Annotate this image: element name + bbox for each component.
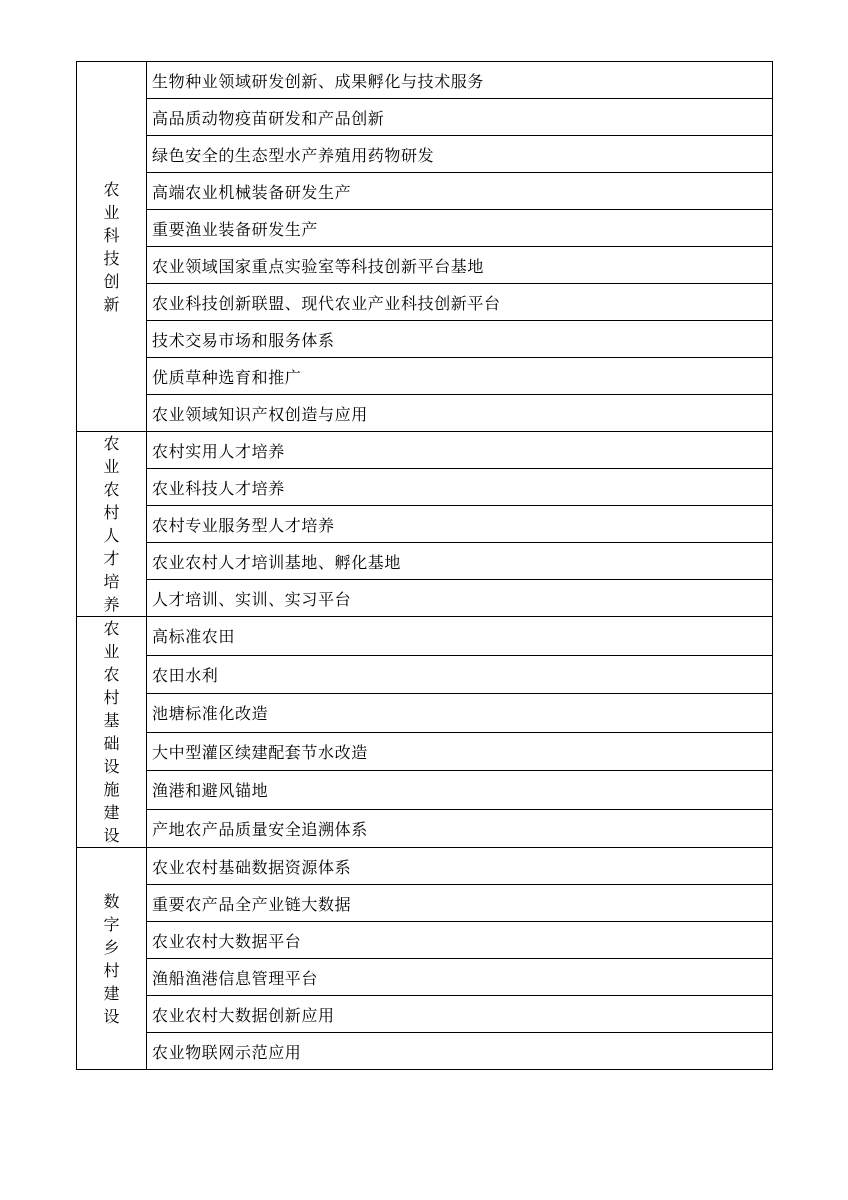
item-cell: 农业领域知识产权创造与应用 bbox=[147, 395, 773, 432]
item-cell: 农业领域国家重点实验室等科技创新平台基地 bbox=[147, 247, 773, 284]
item-cell: 绿色安全的生态型水产养殖用药物研发 bbox=[147, 136, 773, 173]
table-row bbox=[77, 809, 773, 848]
table-row bbox=[77, 247, 773, 284]
table-row bbox=[77, 617, 773, 656]
item-cell: 产地农产品质量安全追溯体系 bbox=[147, 809, 773, 848]
table-row bbox=[77, 848, 773, 885]
table-row bbox=[77, 543, 773, 580]
item-cell: 优质草种选育和推广 bbox=[147, 358, 773, 395]
table-row bbox=[77, 996, 773, 1033]
table-row bbox=[77, 99, 773, 136]
table-row bbox=[77, 136, 773, 173]
item-cell: 重要渔业装备研发生产 bbox=[147, 210, 773, 247]
table-row bbox=[77, 469, 773, 506]
category-cell bbox=[77, 848, 147, 1070]
item-cell: 农业科技人才培养 bbox=[147, 469, 773, 506]
table-row bbox=[77, 655, 773, 694]
table-row bbox=[77, 1033, 773, 1070]
item-cell: 渔船渔港信息管理平台 bbox=[147, 959, 773, 996]
item-cell: 农业农村人才培训基地、孵化基地 bbox=[147, 543, 773, 580]
table-row bbox=[77, 959, 773, 996]
table-row bbox=[77, 922, 773, 959]
category-label: 农业农村基础设施建设 bbox=[103, 619, 120, 845]
category-cell bbox=[77, 432, 147, 617]
item-cell: 大中型灌区续建配套节水改造 bbox=[147, 732, 773, 771]
table-body bbox=[77, 62, 773, 1070]
item-cell: 高端农业机械装备研发生产 bbox=[147, 173, 773, 210]
table-row bbox=[77, 885, 773, 922]
table-row bbox=[77, 173, 773, 210]
item-cell: 农业农村大数据创新应用 bbox=[147, 996, 773, 1033]
table-row bbox=[77, 284, 773, 321]
table-row bbox=[77, 694, 773, 733]
item-cell: 技术交易市场和服务体系 bbox=[147, 321, 773, 358]
item-cell: 农村实用人才培养 bbox=[147, 432, 773, 469]
table-row bbox=[77, 580, 773, 617]
item-cell: 农业农村大数据平台 bbox=[147, 922, 773, 959]
category-label: 农业农村人才培养 bbox=[103, 434, 120, 614]
item-cell: 池塘标准化改造 bbox=[147, 694, 773, 733]
category-label: 数字乡村建设 bbox=[103, 891, 120, 1026]
category-label: 农业科技创新 bbox=[103, 179, 120, 314]
item-cell: 高品质动物疫苗研发和产品创新 bbox=[147, 99, 773, 136]
item-cell: 农业物联网示范应用 bbox=[147, 1033, 773, 1070]
item-cell: 渔港和避风锚地 bbox=[147, 771, 773, 810]
table-row bbox=[77, 432, 773, 469]
item-cell: 重要农产品全产业链大数据 bbox=[147, 885, 773, 922]
item-cell: 农业农村基础数据资源体系 bbox=[147, 848, 773, 885]
item-cell: 高标准农田 bbox=[147, 617, 773, 656]
item-cell: 人才培训、实训、实习平台 bbox=[147, 580, 773, 617]
table-row bbox=[77, 210, 773, 247]
item-cell: 农业科技创新联盟、现代农业产业科技创新平台 bbox=[147, 284, 773, 321]
table-row bbox=[77, 771, 773, 810]
item-cell: 农村专业服务型人才培养 bbox=[147, 506, 773, 543]
category-table bbox=[76, 61, 773, 1070]
category-cell bbox=[77, 617, 147, 848]
item-cell: 生物种业领域研发创新、成果孵化与技术服务 bbox=[147, 62, 773, 99]
item-cell: 农田水利 bbox=[147, 655, 773, 694]
table-row bbox=[77, 506, 773, 543]
table-row bbox=[77, 395, 773, 432]
category-cell bbox=[77, 62, 147, 432]
table-row bbox=[77, 358, 773, 395]
table-row bbox=[77, 321, 773, 358]
table-row bbox=[77, 62, 773, 99]
table-row bbox=[77, 732, 773, 771]
